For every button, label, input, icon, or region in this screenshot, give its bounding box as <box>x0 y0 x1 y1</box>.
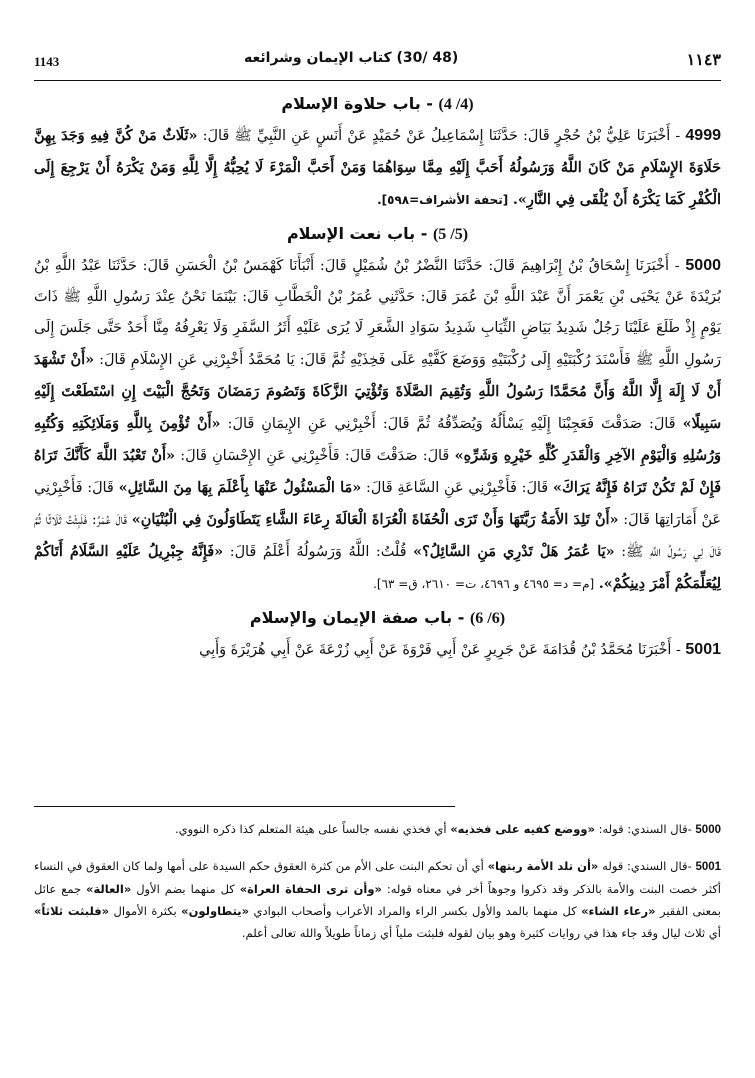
hadith-text: قَالَ: صَدَقْتَ قَالَ: فَأَخْبِرْنِي عَنِ الإِحْسَانِ قَالَ: <box>180 448 450 464</box>
chapter-number: (5/ 5) <box>432 226 469 243</box>
hadith-matn: «أَنْ تَعْبُدَ اللَّهَ كَأَنَّكَ تَرَاهُ فَإِنْ لَمْ تَكُنْ تَرَاهُ فَإِنَّهُ يَرَاكَ» <box>34 447 721 496</box>
footnote-text: جمع عائل بمعنى الفقير <box>34 882 721 918</box>
hadith-text: قَالَ: فَأَخْبِرْنِي عَنْ أَمَارَاتِهَا قَالَ: <box>34 480 721 528</box>
main-text <box>34 92 721 782</box>
footnote-quote: «رعاء الشاء» <box>581 904 656 918</box>
footnote-quote: «وأن ترى الحفاة العراة» <box>239 882 382 896</box>
hadith-matn: «يَا عُمَرُ هَلْ تَدْرِي مَنِ السَّائِلُ؟» <box>413 543 615 560</box>
footnote-quote: «العالة» <box>86 882 132 896</box>
hadith-number: 5001 <box>685 641 721 658</box>
chapter-title <box>34 224 721 244</box>
hadith-matn: «فَإِنَّهُ جِبْرِيلُ عَلَيْهِ السَّلَامُ أَتَاكُمْ لِيُعَلِّمَكُمْ أَمْرَ دِينِكُمْ». <box>34 543 721 592</box>
footnote-text: كل منهما بالمد والأول بكسر الراء والمراد الأعراب وأصحاب البوادي <box>253 904 577 918</box>
hadith-text: قَالَ: فَأَخْبِرْنِي عَنِ السَّاعَةِ قَالَ: <box>366 480 549 496</box>
page-number-arabic: ١١٤٣ <box>686 52 721 69</box>
footnote-prefix: -قال السندي: قوله: <box>598 822 692 836</box>
footnote-prefix: -قال السندي: قوله <box>602 859 692 873</box>
hadith-isnad: - أَخْبَرَنَا مُحَمَّدُ بْنُ قُدَامَةَ عَنْ جَرِيرٍ عَنْ أَبِي فَرْوَةَ عَنْ أَبِي زُرْعَةَ عَنْ أَبِي هُرَيْرَةَ وَأَبِي <box>199 642 681 658</box>
footnote-text: بكثرة الأموال <box>113 904 177 918</box>
footnote-quote: «ووضع كفيه على فخذيه» <box>450 822 595 836</box>
hadith-text: قَالَ: صَدَقْتَ فَعَجِبْنَا إِلَيْهِ يَسْأَلُهُ وَيُصَدِّقُهُ ثُمَّ قَالَ: أَخْبِرْنِي عَنِ الإِيمَانِ قَالَ: <box>227 416 676 432</box>
chapter-title <box>34 608 721 628</box>
hadith-number: 4999 <box>685 127 721 144</box>
hadith-matn: «أَنْ تَشْهَدَ أَنْ لَا إِلَهَ إِلَّا اللَّهُ وَأَنَّ مُحَمَّدًا رَسُولُ اللَّهِ وَتُقِيمَ الصَّلَاةَ وَتُؤْتِيَ الزَّكَاةَ وَتَصُومَ رَمَضَانَ وَتَحُجَّ الْبَيْتَ إِنِ اسْتَطَعْتَ إِلَيْهِ سَبِيلًا» <box>34 351 721 432</box>
hadith-matn: «ثَلَاثٌ مَنْ كُنَّ فِيهِ وَجَدَ بِهِنَّ حَلَاوَةَ الإِسْلَامِ مَنْ كَانَ اللَّهُ وَرَسُولُهُ أَحَبَّ إِلَيْهِ مِمَّا سِوَاهُمَا وَمَنْ أَحَبَّ الْمَرْءَ لَا يُحِبُّهُ إِلَّا لِلَّهِ وَمَنْ يَكْرَهُ أَنْ يَرْجِعَ إِلَى الْكُفْرِ كَمَا يَكْرَهُ أَنْ يُلْقَى فِي النَّارِ». <box>34 127 721 208</box>
footnote-text: أي أن تحكم البنت على الأم من كثرة العقوق حكم السيدة على أمها ولما كان العقوق في النساء أكثر خصت البنت والأمة بالذكر وقد ذكروا وجوهاً أخر في معناه قوله: <box>34 859 721 896</box>
footnote-text: أي ثلاث ليال وقد جاء هذا في روايات كثيرة وهو بيان لقوله فلبثت ملياً أي زماناً طويلاً والله تعالى أعلم. <box>241 926 721 940</box>
page-number-latin: 1143 <box>34 54 60 69</box>
chapter-name: - باب نعت الإسلام <box>286 224 428 243</box>
footnote-quote: «أن تلد الأمة ربتها» <box>487 859 599 873</box>
hadith-reference: [تحفة الأشراف=٥٩٨]. <box>377 193 509 207</box>
footnote-number: 5001 <box>695 861 721 873</box>
hadith-matn: «أَنْ تُؤْمِنَ بِاللَّهِ وَمَلَائِكَتِهِ وَكُتُبِهِ وَرُسُلِهِ وَالْيَوْمِ الآخِرِ وَالْقَدَرِ كُلِّهِ خَيْرِهِ وَشَرِّهِ» <box>34 415 721 464</box>
hadith-paragraph <box>34 250 721 600</box>
hadith-paragraph <box>34 634 721 666</box>
footnote-text: أي فخذي نفسه جالساً على هيئة المتعلم كذا ذكره النووي. <box>174 822 447 836</box>
hadith-text: قُلْتُ: اللَّهُ وَرَسُولُهُ أَعْلَمُ قَالَ: <box>229 544 407 560</box>
hadith-isnad: - أَخْبَرَنَا إِسْحَاقُ بْنُ إِبْرَاهِيمَ قَالَ: حَدَّثَنَا النَّضْرُ بْنُ شُمَيْلٍ قَالَ: أَنْبَأَنَا كَهْمَسُ بْنُ الْحَسَنِ قَالَ: حَدَّثَنَا عَبْدُ اللَّهِ بْنُ بُرَيْدَةَ عَنْ يَحْيَى بْنِ يَعْمَرَ أَنَّ عَبْدَ اللَّهِ بْنَ عُمَرَ قَالَ: حَدَّثَنِي عُمَرُ بْنُ الْخَطَّابِ قَالَ: بَيْنَمَا نَحْنُ عِنْدَ رَسُولِ اللَّهِ ﷺ ذَاتَ يَوْمٍ إِذْ طَلَعَ عَلَيْنَا رَجُلٌ شَدِيدُ بَيَاضِ الثِّيَابِ شَدِيدُ سَوَادِ الشَّعَرِ لَا يُرَى عَلَيْهِ أَثَرُ السَّفَرِ وَلَا يَعْرِفُهُ مِنَّا أَحَدٌ حَتَّى جَلَسَ إِلَى رَسُولِ اللَّهِ ﷺ فَأَسْنَدَ رُكْبَتَيْهِ إِلَى رُكْبَتَيْهِ وَوَضَعَ كَفَّيْهِ عَلَى فَخِذَيْهِ ثُمَّ قَالَ: يَا مُحَمَّدُ أَخْبِرْنِي عَنِ الإِسْلَامِ قَالَ: <box>34 258 721 368</box>
chapter-number: (4/ 4) <box>438 96 474 113</box>
running-title: (48 /30) كتاب الإيمان وشرائعه <box>244 50 459 66</box>
hadith-matn: «أَنْ تَلِدَ الأَمَةُ رَبَّتَهَا وَأَنْ تَرَى الْحُفَاةَ الْعُرَاةَ الْعَالَةَ رِعَاءَ الشَّاءِ يَتَطَاوَلُونَ فِي الْبُنْيَانِ» <box>131 511 619 528</box>
footnotes <box>34 818 721 1058</box>
chapter-name: - باب صفة الإيمان والإسلام <box>249 608 465 627</box>
hadith-paragraph <box>34 120 721 216</box>
hadith-isnad: - أَخْبَرَنَا عَلِيُّ بْنُ حُجْرٍ قَالَ: حَدَّثَنَا إِسْمَاعِيلُ عَنْ حُمَيْدٍ عَنْ أَنَسٍ عَنِ النَّبِيِّ ﷺ قَالَ: <box>202 128 681 144</box>
footnote-divider <box>34 806 455 807</box>
hadith-reference: [م= د= ٤٦٩٥ و ٤٦٩٦، ت= ٢٦١٠، ق= ٦٣]. <box>373 577 595 591</box>
hadith-text: قَالَ عُمَرُ: فَلَبِثْتُ ثَلَاثًا ثُمَّ قَالَ لِي رَسُولُ اللَّهِ ﷺ: <box>34 512 721 560</box>
hadith-matn: «مَا الْمَسْئُولُ عَنْهَا بِأَعْلَمَ بِهَا مِنَ السَّائِلِ» <box>118 479 362 496</box>
footnote-text: كل منهما بضم الأول <box>136 882 235 896</box>
footnote <box>34 855 721 944</box>
chapter-title <box>34 94 721 114</box>
footnote-quote: «فلبثت ثلاثاً» <box>34 904 110 918</box>
footnote-quote: «يتطاولون» <box>181 904 250 918</box>
hadith-number: 5000 <box>685 257 721 274</box>
chapter-number: (6/ 6) <box>469 610 506 627</box>
footnote-number: 5000 <box>695 824 721 836</box>
page-header <box>34 46 721 81</box>
chapter-name: - باب حلاوة الإسلام <box>281 94 433 113</box>
footnote <box>34 818 721 841</box>
